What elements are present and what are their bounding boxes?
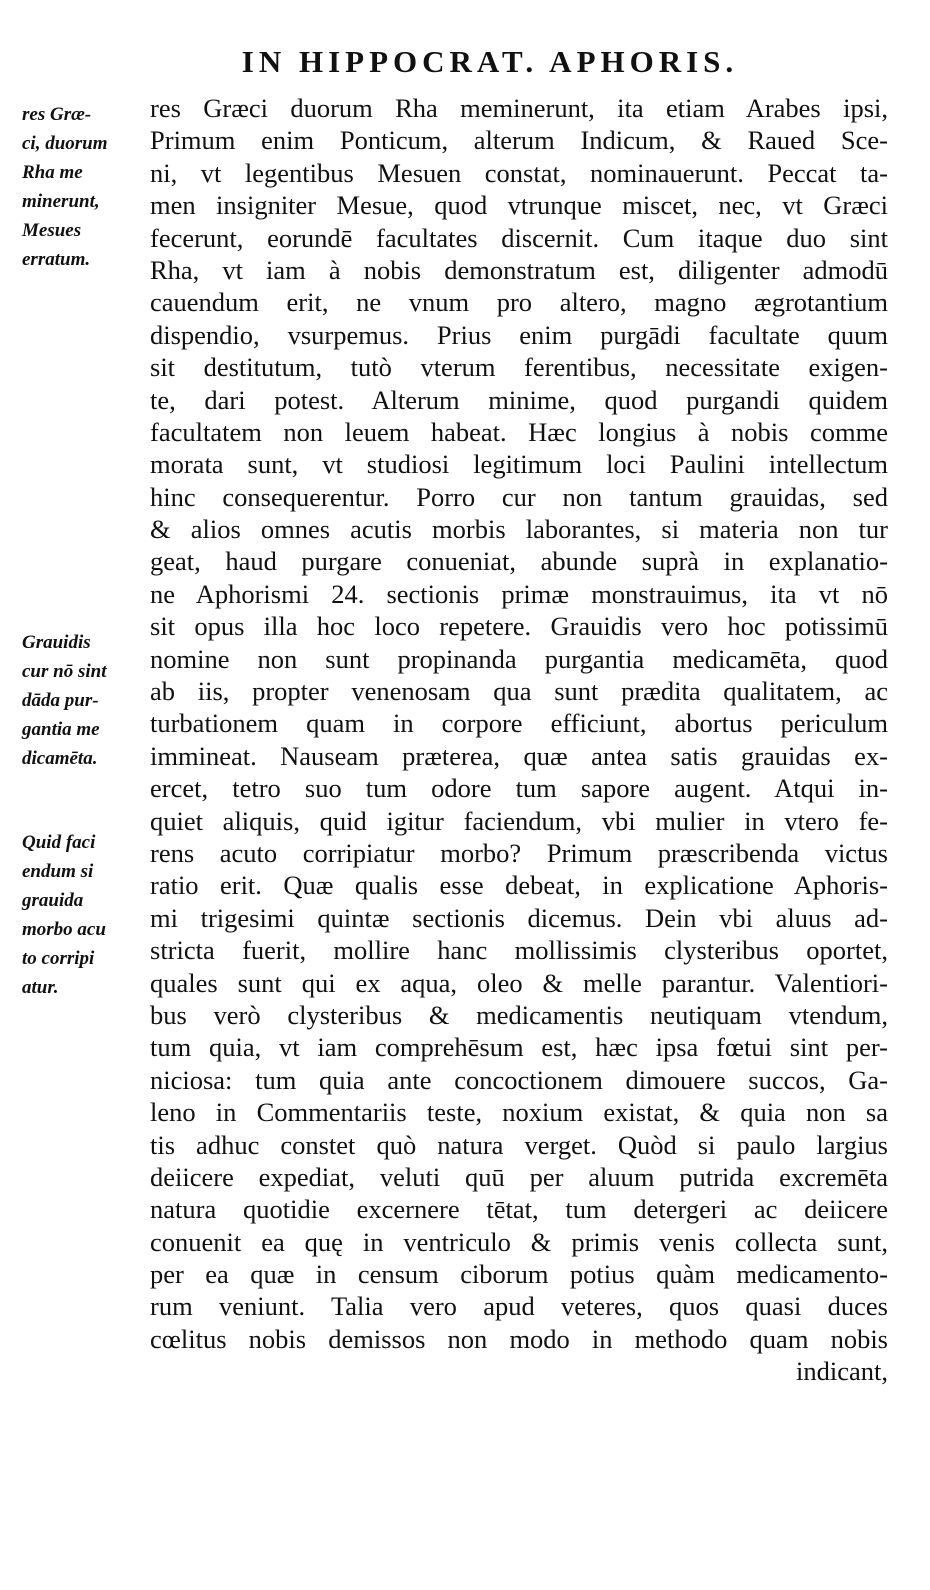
text-line: rens acuto corripiatur morbo? Primum præscribenda victus xyxy=(150,837,888,868)
text-line: facultatem non leuem habeat. Hæc longius à nobis comme xyxy=(150,416,888,447)
text-line: ne Aphorismi 24. sectionis primæ monstrauimus, ita vt nō xyxy=(150,578,888,609)
text-line: per ea quæ in censum ciborum potius quàm medicamento- xyxy=(150,1259,888,1290)
text-line: ab iis, propter venenosam qua sunt prædita qualitatem, ac xyxy=(150,676,888,707)
text-line: dispendio, vsurpemus. Prius enim purgādi facultate quum xyxy=(150,319,888,350)
text-line: ni, vt legentibus Mesuen constat, nominauerunt. Peccat ta- xyxy=(150,157,888,188)
text-line: tis adhuc constet quò natura verget. Quòd si paulo largius xyxy=(150,1129,888,1160)
text-line: rum veniunt. Talia vero apud veteres, quos quasi duces xyxy=(150,1291,888,1322)
margin-note-line: dicamēta. xyxy=(22,748,98,769)
text-line: & alios omnes acutis morbis laborantes, si materia non tur xyxy=(150,514,888,545)
text-line: mi trigesimi quintæ sectionis dicemus. Dein vbi aluus ad- xyxy=(150,902,888,933)
text-line: quiet aliquis, quid igitur faciendum, vbi mulier in vtero fe- xyxy=(150,805,888,836)
margin-note-line: to corripi xyxy=(22,948,95,969)
text-line: geat, haud purgare conueniat, abunde suprà in explanatio- xyxy=(150,546,888,577)
text-line: cauendum erit, ne vnum pro altero, magno ægrotantium xyxy=(150,287,888,318)
margin-note-line: cur nō sint xyxy=(22,661,107,682)
text-line: immineat. Nauseam præterea, quæ antea satis grauidas ex- xyxy=(150,740,888,771)
margin-note-line: morbo acu xyxy=(22,919,106,940)
margin-note-line: atur. xyxy=(22,977,59,998)
text-line: sit destitutum, tutò vterum ferentibus, necessitate exigen- xyxy=(150,352,888,383)
text-line: men insigniter Mesue, quod vtrunque miscet, nec, vt Græci xyxy=(150,190,888,221)
text-line: te, dari potest. Alterum minime, quod purgandi quidem xyxy=(150,384,888,415)
text-line: res Græci duorum Rha meminerunt, ita etiam Arabes ipsi, xyxy=(150,93,888,123)
margin-note-line: Quid faci xyxy=(22,832,96,853)
text-line: ercet, tetro suo tum odore tum sapore augent. Atqui in- xyxy=(150,773,888,804)
margin-note-line: minerunt, xyxy=(22,191,100,212)
margin-note-line: res Græ- xyxy=(22,104,92,125)
margin-note-line: erratum. xyxy=(22,249,91,270)
margin-note-line: Mesues xyxy=(22,220,82,241)
body-text xyxy=(150,92,888,1388)
margin-note-line: gantia me xyxy=(22,719,100,740)
text-line: fecerunt, eorundē facultates discernit. Cum itaque duo sint xyxy=(150,222,888,253)
text-line: ratio erit. Quæ qualis esse debeat, in explicatione Aphoris- xyxy=(150,870,888,901)
margin-note-line: grauida xyxy=(22,890,84,911)
margin-note-line: dāda pur- xyxy=(22,690,99,711)
text-line: quales sunt qui ex aqua, oleo & melle parantur. Valentiori- xyxy=(150,967,888,998)
text-line: morata sunt, vt studiosi legitimum loci Paulini intellectum xyxy=(150,449,888,480)
text-line: bus verò clysteribus & medicamentis neutiquam vtendum, xyxy=(150,999,888,1030)
text-line: hinc consequerentur. Porro cur non tantum grauidas, sed xyxy=(150,481,888,512)
text-line: Rha, vt iam à nobis demonstratum est, diligenter admodū xyxy=(150,254,888,285)
text-line: cœlitus nobis demissos non modo in methodo quam nobis xyxy=(150,1323,888,1354)
margin-note xyxy=(22,628,140,773)
text-line: leno in Commentariis teste, noxium existat, & quia non sa xyxy=(150,1097,888,1128)
text-line: stricta fuerit, mollire hanc mollissimis clysteribus oportet, xyxy=(150,935,888,966)
text-line: deiicere expediat, veluti quū per aluum putrida excremēta xyxy=(150,1161,888,1192)
margin-note-line: Grauidis xyxy=(22,632,91,653)
margin-note xyxy=(22,100,140,274)
margin-note-line: Rha me xyxy=(22,162,83,183)
text-line: tum quia, vt iam comprehēsum est, hæc ipsa fœtui sint per- xyxy=(150,1032,888,1063)
text-line: nomine non sunt propinanda purgantia medicamēta, quod xyxy=(150,643,888,674)
margin-note-line: endum si xyxy=(22,861,94,882)
margin-note-line: ci, duorum xyxy=(22,133,108,154)
margin-note xyxy=(22,828,140,1002)
text-line: turbationem quam in corpore efficiunt, abortus periculum xyxy=(150,708,888,739)
text-line: sit opus illa hoc loco repetere. Grauidis vero hoc potissimū xyxy=(150,611,888,642)
text-line: niciosa: tum quia ante concoctionem dimouere succos, Ga- xyxy=(150,1064,888,1095)
text-line: conuenit ea quę in ventriculo & primis venis collecta sunt, xyxy=(150,1226,888,1257)
text-line: Primum enim Ponticum, alterum Indicum, & Raued Sce- xyxy=(150,125,888,156)
text-line-catchword: indicant, xyxy=(796,1356,888,1387)
running-header: IN HIPPOCRAT. APHORIS. xyxy=(241,44,739,79)
text-line: natura quotidie excernere tētat, tum detergeri ac deiicere xyxy=(150,1194,888,1225)
